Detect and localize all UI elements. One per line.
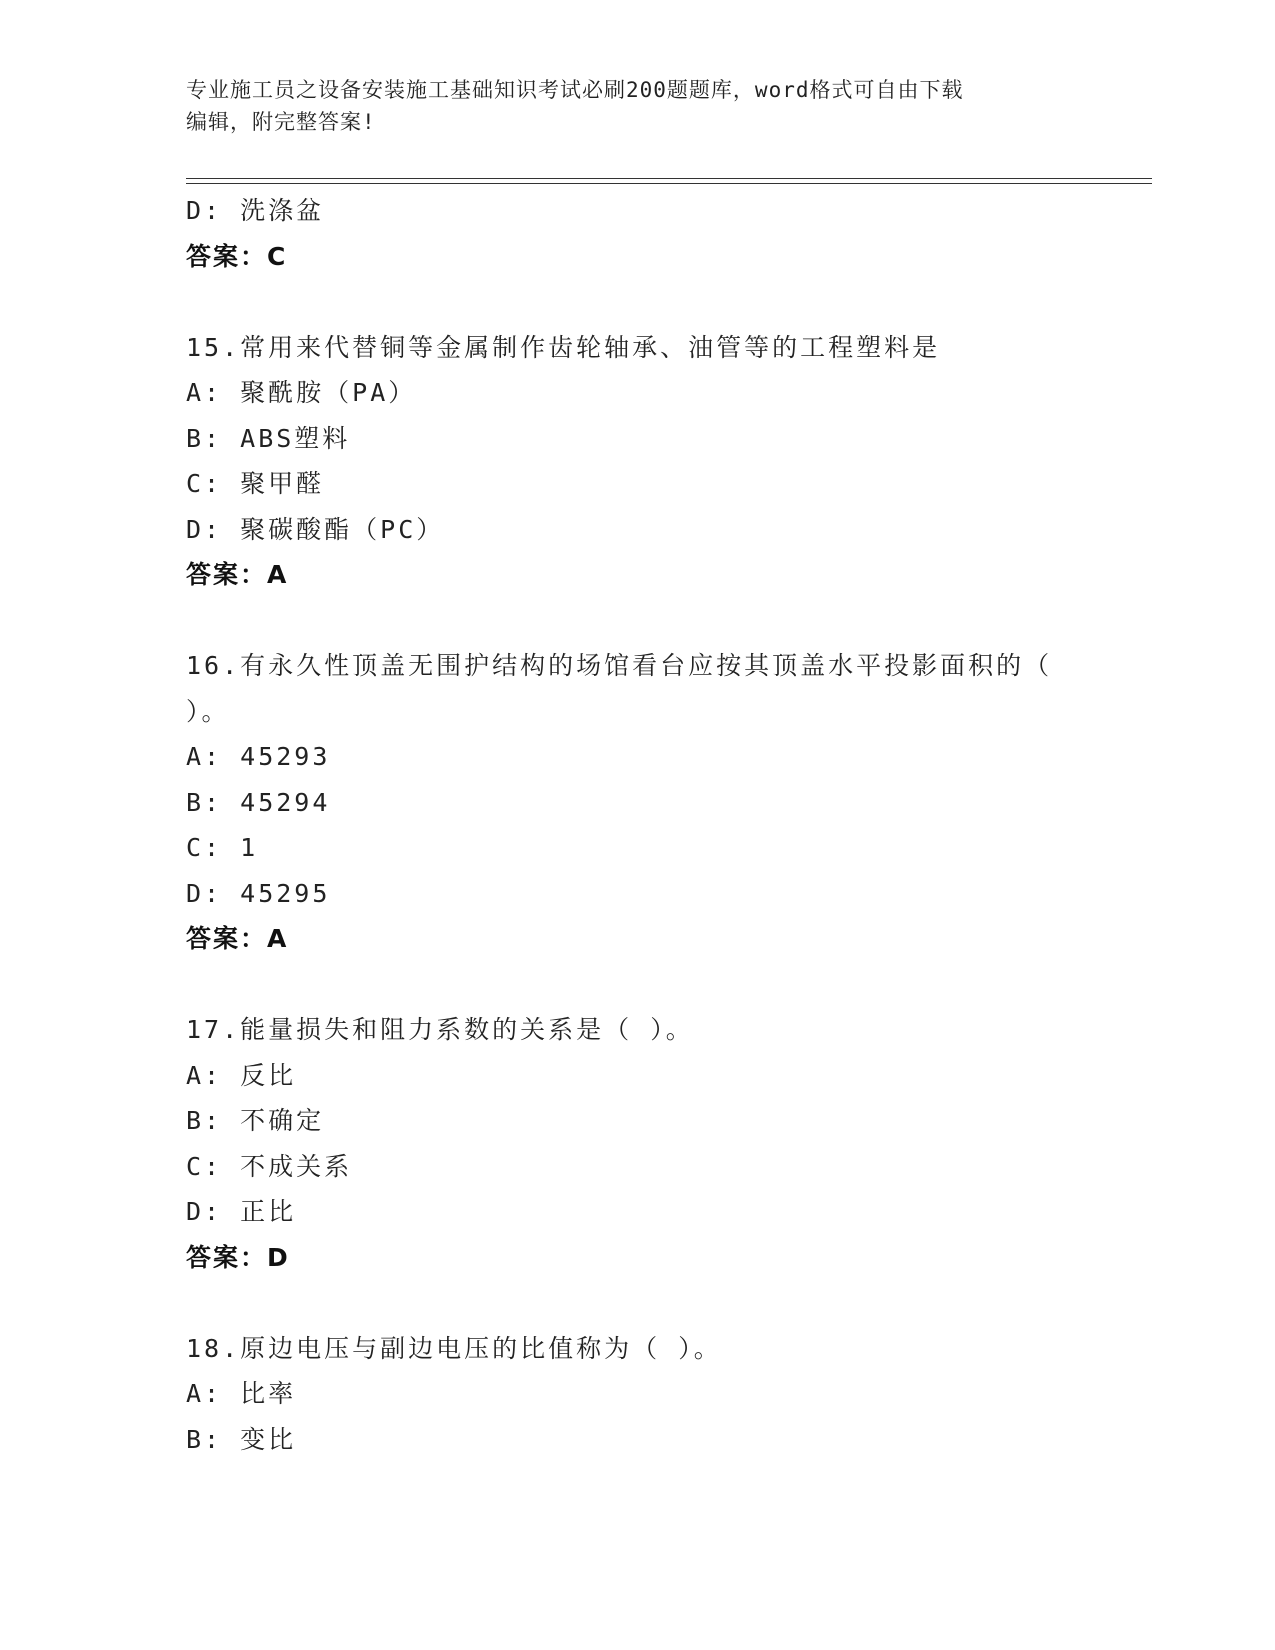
spacer (186, 279, 1146, 325)
option-a: A: 反比 (186, 1060, 297, 1090)
answer-line: 答案：A (186, 924, 289, 953)
question-block-15 (186, 325, 1146, 598)
question-stem: 17.能量损失和阻力系数的关系是（ ）。 (186, 1015, 694, 1044)
question-stem-line-1: 16.有永久性顶盖无围护结构的场馆看台应按其顶盖水平投影面积的（ (186, 651, 1053, 680)
answer-line: 答案：A (186, 560, 289, 589)
spacer (186, 598, 1146, 644)
question-block-18 (186, 1326, 1146, 1463)
option-b: B: 变比 (186, 1424, 297, 1454)
question-stem-line-2: ）。 (186, 696, 230, 726)
option-d: D: 45295 (186, 878, 331, 908)
document-header (186, 74, 1086, 138)
option-d: D: 聚碳酸酯（PC） (186, 514, 445, 544)
question-stem: 15.常用来代替铜等金属制作齿轮轴承、油管等的工程塑料是 (186, 332, 941, 362)
question-block-14-tail (186, 188, 1146, 279)
option-b: B: ABS塑料 (186, 423, 351, 453)
header-divider-top (186, 178, 1152, 179)
spacer (186, 962, 1146, 1008)
option-b: B: 不确定 (186, 1106, 325, 1135)
option-c: C: 1 (186, 833, 259, 862)
option-c: C: 聚甲醛 (186, 469, 325, 498)
option-d: D: 洗涤盆 (186, 196, 325, 225)
option-a: A: 聚酰胺（PA） (186, 378, 417, 407)
option-b: B: 45294 (186, 787, 331, 817)
answer-line: 答案：D (186, 1242, 290, 1272)
header-divider-bottom (186, 183, 1152, 184)
option-a: A: 45293 (186, 742, 331, 771)
option-d: D: 正比 (186, 1197, 297, 1226)
question-list (186, 188, 1146, 1462)
question-block-17 (186, 1007, 1146, 1280)
question-block-16 (186, 643, 1146, 962)
option-a: A: 比率 (186, 1379, 297, 1408)
answer-line: 答案：C (186, 241, 288, 271)
question-stem: 18.原边电压与副边电压的比值称为（ ）。 (186, 1333, 722, 1363)
header-title-line-2: 编辑，附完整答案! (186, 110, 376, 134)
header-title-line-1: 专业施工员之设备安装施工基础知识考试必刷200题题库，word格式可自由下载 (186, 78, 964, 102)
spacer (186, 1280, 1146, 1326)
option-c: C: 不成关系 (186, 1151, 353, 1181)
